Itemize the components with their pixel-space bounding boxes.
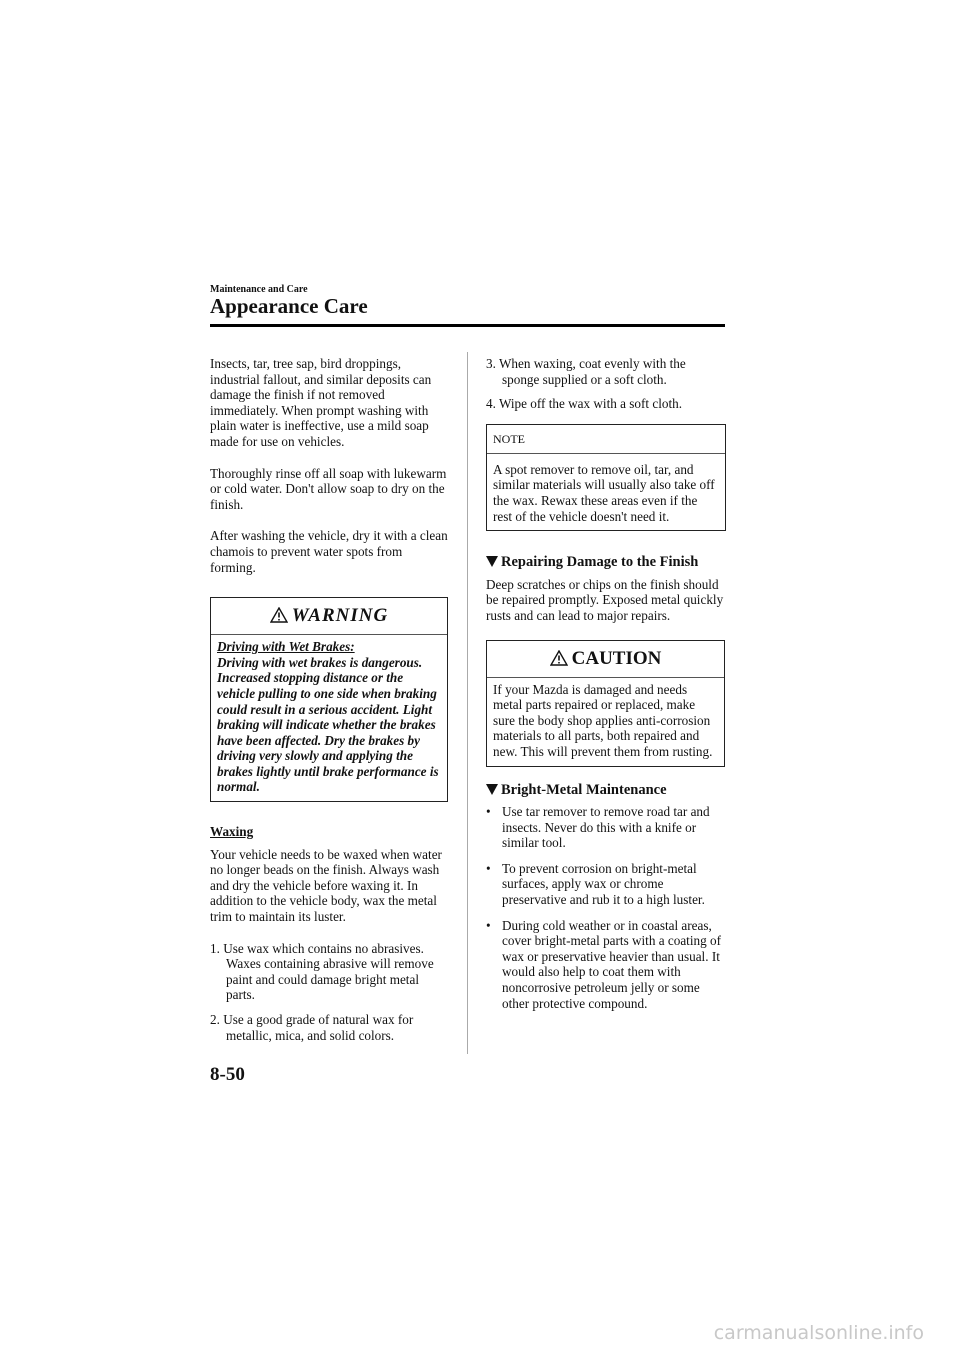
list-item: 1. Use wax which contains no abrasives. Waxes containing abrasive will remove paint and could damage bright metal parts. [210,940,434,1003]
warning-title: WARNING [291,605,389,627]
page-title: Appearance Care [210,294,368,318]
paragraph-deposits: Insects, tar, tree sap, bird droppings, industrial fallout, and similar deposits can damage the finish if not removed immediately. When prompt washing with plain water is ineffective, use a mild soap made for use on vehicles. [210,356,432,449]
bright-metal-heading [486,783,726,799]
bullet-item [486,918,726,1012]
triangle-bullet-icon [486,784,498,795]
warning-box [210,597,448,802]
paragraph-repair: Deep scratches or chips on the finish should be repaired promptly. Exposed metal quickly rusts and can lead to major repairs. [486,576,724,623]
bullet-text: To prevent corrosion on bright-metal surfaces, apply wax or chrome preservative and rub it to a high luster. [502,860,705,908]
list-item: 4. Wipe off the wax with a soft cloth. [486,396,683,412]
left-column [210,356,450,1052]
bullet-item [486,861,726,908]
watermark: carmanualsonline.info [713,1322,924,1344]
caution-header [487,641,724,678]
waxing-heading: Waxing [210,824,254,840]
bullet-dot-icon: • [486,917,491,933]
caution-title: CAUTION [571,647,662,669]
paragraph-dry: After washing the vehicle, dry it with a clean chamois to prevent water spots from forming. [210,528,448,575]
bullet-dot-icon: • [486,804,491,820]
warning-triangle-icon [550,650,568,666]
bullet-item [486,804,726,851]
right-column [486,356,726,1021]
bright-metal-heading-text: Bright-Metal Maintenance [501,781,667,798]
column-divider [467,352,468,1054]
page-number: 8-50 [210,1064,245,1085]
warning-heading: Driving with Wet Brakes: [217,639,355,655]
caution-box [486,640,725,767]
bullet-text: During cold weather or in coastal areas, cover bright-metal parts with a coating of wax or preservative heavier than usual. It would also help to coat them with noncorrosive petroleum jelly or some other protective compound. [502,917,721,1011]
warning-text: Driving with wet brakes is dangerous. Increased stopping distance or the vehicle pulling to one side when braking could result in a serious accident. Light braking will indicate whether the brakes have been affected. Dry the brakes by driving very slowly and applying the brakes lightly until brake performance is normal. [217,654,439,795]
note-box [486,424,726,531]
warning-body [211,635,447,795]
warning-header [211,598,447,635]
triangle-bullet-icon [486,556,498,567]
paragraph-rinse: Thoroughly rinse off all soap with lukewarm or cold water. Don't allow soap to dry on the finish. [210,465,447,512]
repair-heading-text: Repairing Damage to the Finish [501,554,699,571]
bullet-dot-icon: • [486,860,491,876]
caution-body: If your Mazda is damaged and needs metal parts repaired or replaced, make sure the body shop applies anti-corrosion materials to all parts, both repaired and new. This will prevent them from rusting. [493,681,713,759]
section-label: Maintenance and Care [210,284,308,295]
list-item: 2. Use a good grade of natural wax for metallic, mica, and solid colors. [210,1012,414,1043]
paragraph-waxing: Your vehicle needs to be waxed when water no longer beads on the finish. Always wash and dry the vehicle before waxing it. In addition to the vehicle body, wax the metal trim to maintain its luster. [210,846,442,925]
repair-heading [486,555,726,571]
header-rule [210,324,725,327]
note-header: NOTE [487,425,725,454]
bullet-text: Use tar remover to remove road tar and insects. Never do this with a knife or similar tool. [502,804,710,851]
warning-triangle-icon [270,607,288,623]
note-body: A spot remover to remove oil, tar, and similar materials will usually also take off the wax. Rewax these areas even if the rest of the vehicle doesn't need it. [493,461,715,524]
list-item: 3. When waxing, coat evenly with the sponge supplied or a soft cloth. [486,356,686,387]
